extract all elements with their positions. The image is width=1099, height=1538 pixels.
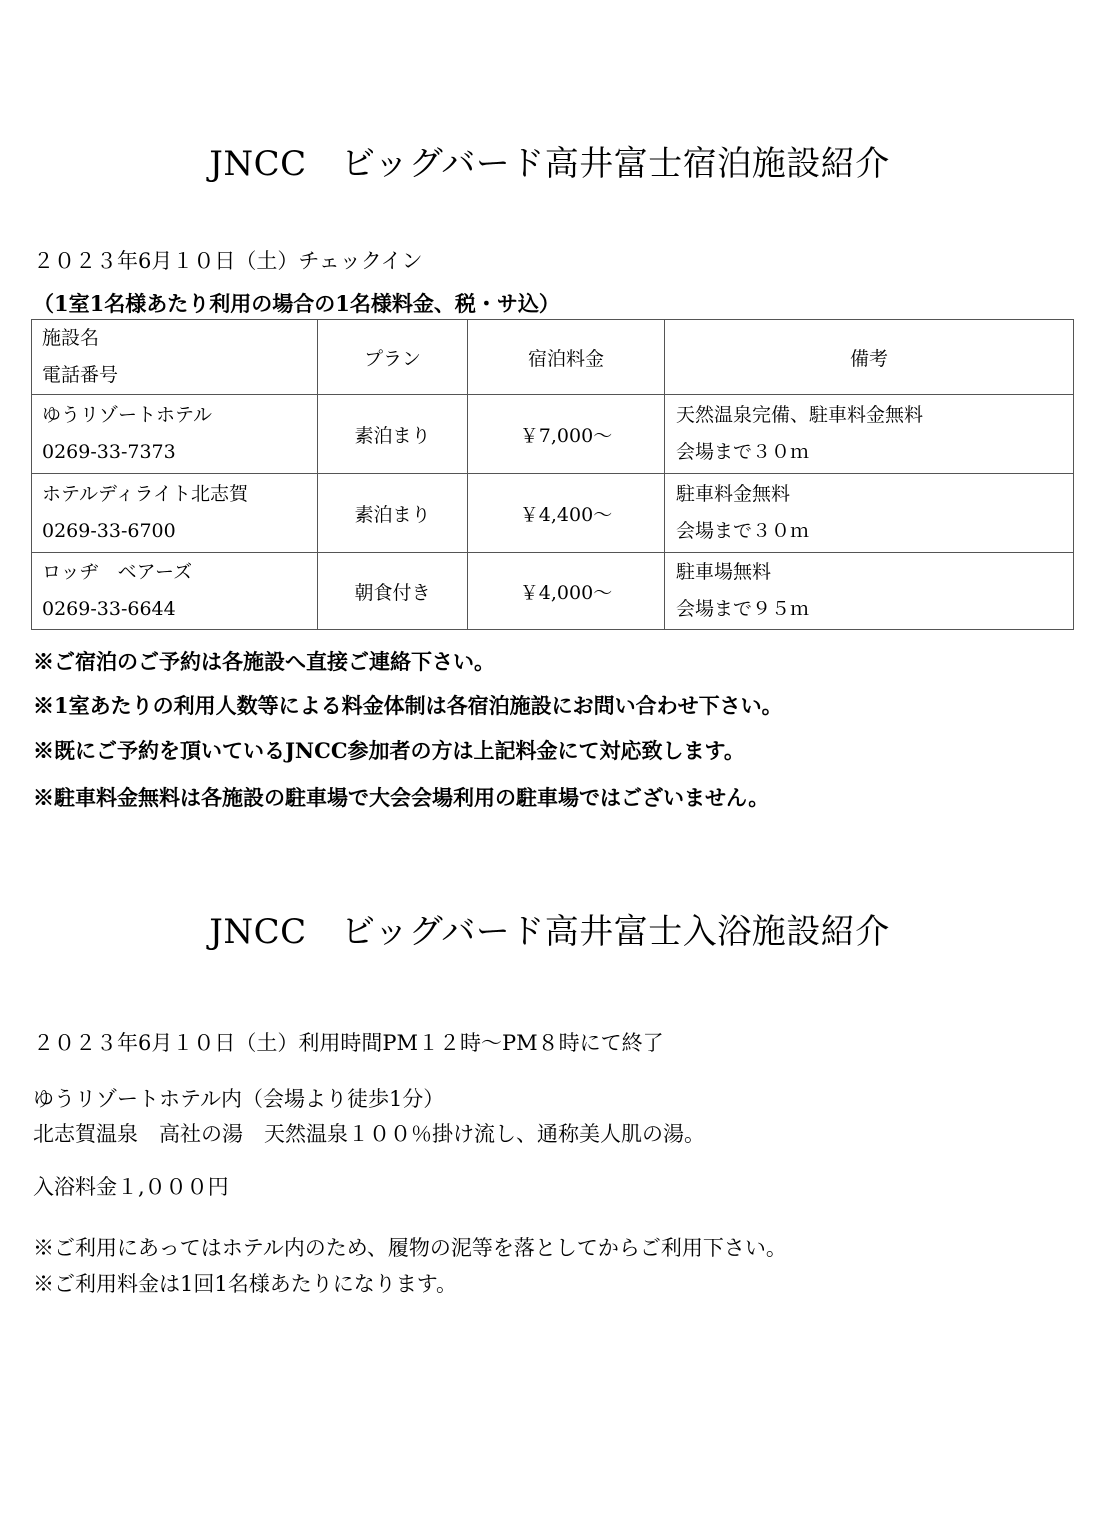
bath-fee: 入浴料金１,０００円 — [33, 1175, 229, 1199]
header-price: 宿泊料金 — [468, 320, 665, 395]
facility-phone: 0269-33-7373 — [42, 441, 176, 463]
lodging-note: ※ご宿泊のご予約は各施設へ直接ご連絡下さい。 — [33, 649, 495, 674]
table-row — [32, 474, 1074, 553]
facility-name: ゆうリゾートホテル — [42, 404, 213, 426]
lodging-price-note: （1室1名様あたり利用の場合の1名様料金、税・サ込） — [33, 291, 560, 316]
facility-cell — [32, 395, 318, 474]
bath-description: 北志賀温泉 高社の湯 天然温泉１００％掛け流し、通称美人肌の湯。 — [33, 1122, 705, 1146]
facility-cell — [32, 553, 318, 630]
remarks-cell — [665, 553, 1074, 630]
remark-line: 会場まで３０ｍ — [676, 441, 810, 463]
lodging-note: ※既にご予約を頂いているJNCC参加者の方は上記料金にて対応致します。 — [33, 738, 745, 763]
facility-name: ホテルディライト北志賀 — [42, 483, 248, 505]
table-header-row — [32, 320, 1074, 395]
lodging-note: ※1室あたりの利用人数等による料金体制は各宿泊施設にお問い合わせ下さい。 — [33, 693, 783, 718]
plan-cell: 素泊まり — [318, 474, 468, 553]
bath-location: ゆうリゾートホテル内（会場より徒歩1分） — [33, 1087, 445, 1111]
price-cell: ￥4,000～ — [468, 553, 665, 630]
lodging-date-line: ２０２３年6月１０日（土）チェックイン — [33, 249, 423, 273]
remark-line: 会場まで９５ｍ — [676, 598, 810, 620]
bath-note: ※ご利用にあってはホテル内のため、履物の泥等を落としてからご利用下さい。 — [33, 1236, 787, 1260]
remarks-cell — [665, 474, 1074, 553]
plan-cell: 素泊まり — [318, 395, 468, 474]
table-row — [32, 553, 1074, 630]
facility-name: ロッヂ ベアーズ — [42, 561, 193, 583]
remark-line: 駐車料金無料 — [676, 483, 791, 505]
price-cell: ￥7,000～ — [468, 395, 665, 474]
remark-line: 天然温泉完備、駐車料金無料 — [676, 404, 924, 426]
header-facility-cell — [32, 320, 318, 395]
remark-line: 駐車場無料 — [676, 561, 772, 583]
lodging-table — [31, 319, 1074, 630]
facility-cell — [32, 474, 318, 553]
bath-note: ※ご利用料金は1回1名様あたりになります。 — [33, 1272, 458, 1296]
table-row — [32, 395, 1074, 474]
bath-title: JNCC ビッグバード高井富士入浴施設紹介 — [209, 912, 890, 952]
bath-date-line: ２０２３年6月１０日（土）利用時間PM１２時～PM８時にて終了 — [33, 1031, 664, 1055]
remarks-cell — [665, 395, 1074, 474]
facility-phone: 0269-33-6644 — [42, 598, 176, 620]
lodging-title: JNCC ビッグバード高井富士宿泊施設紹介 — [209, 144, 890, 184]
header-phone: 電話番号 — [42, 364, 119, 386]
price-cell: ￥4,400～ — [468, 474, 665, 553]
header-plan: プラン — [318, 320, 468, 395]
header-facility: 施設名 — [42, 327, 100, 349]
header-remarks: 備考 — [665, 320, 1074, 395]
plan-cell: 朝食付き — [318, 553, 468, 630]
remark-line: 会場まで３０ｍ — [676, 520, 810, 542]
facility-phone: 0269-33-6700 — [42, 520, 176, 542]
lodging-note: ※駐車料金無料は各施設の駐車場で大会会場利用の駐車場ではございません。 — [33, 785, 770, 810]
